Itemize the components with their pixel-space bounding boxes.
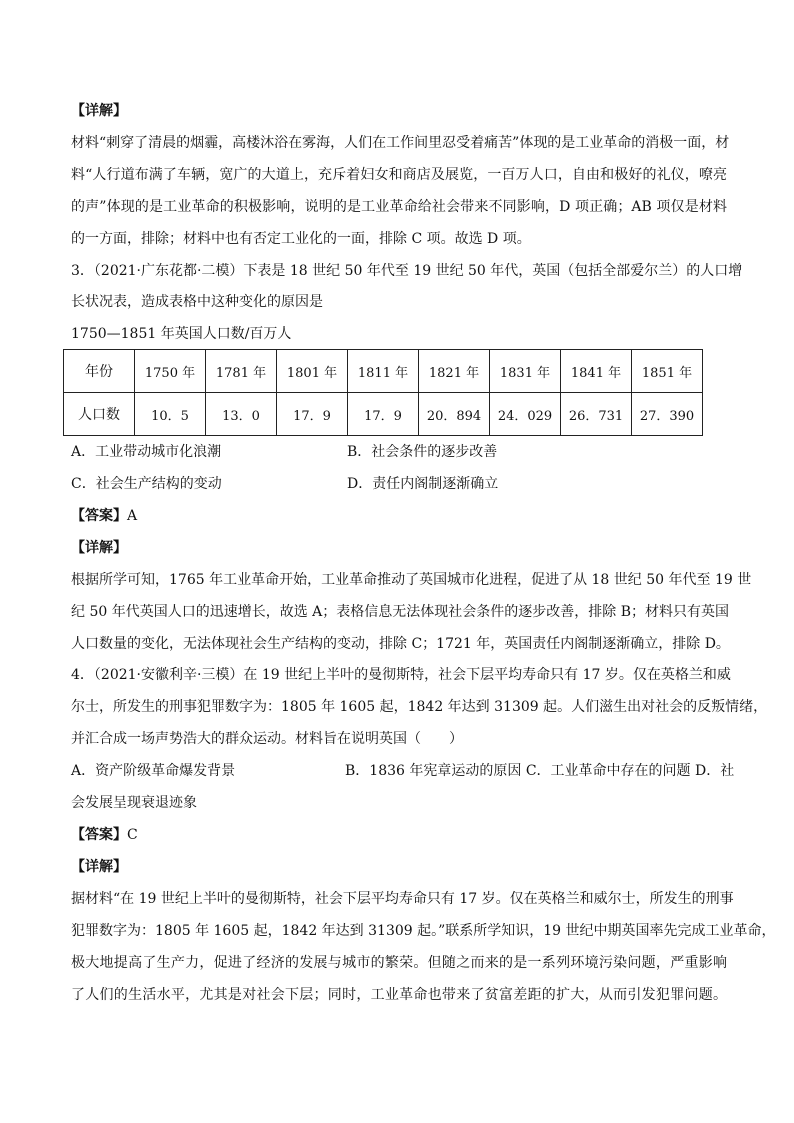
q3-option-c: C．社会生产结构的变动 <box>71 476 222 492</box>
q2-explain-line-2: 料“人行道布满了车辆，宽广的大道上，充斥着妇女和商店及展览，一百万人口，自由和极好的礼仪，嘹亮 <box>71 167 727 183</box>
q4-explain-line-2: 犯罪数字为：1805 年 1605 起，1842 年达到 31309 起。”联系所学知识，19 世纪中期英国率先完成工业革命， <box>71 923 776 939</box>
q4-explain-line-3: 极大地提高了生产力，促进了经济的发展与城市的繁荣。但随之而来的是一系列环境污染问题，严重影响 <box>71 955 727 971</box>
population-table <box>63 349 703 436</box>
table-cell-year: 1841 年 <box>561 350 632 393</box>
q2-explain-label: 【详解】 <box>71 103 127 119</box>
table-cell-year: 1831 年 <box>490 350 561 393</box>
table-cell-population: 17．9 <box>277 393 348 436</box>
table-cell-year: 1750 年 <box>135 350 206 393</box>
table-cell-year: 1821 年 <box>419 350 490 393</box>
q4-stem-line-1: 4．（2021·安徽利辛·三模）在 19 世纪上半叶的曼彻斯特，社会下层平均寿命只有 17 岁。仅在英格兰和威 <box>71 667 731 683</box>
q3-option-a: A．工业带动城市化浪潮 <box>71 444 222 460</box>
q3-answer-value: A <box>127 508 138 524</box>
q3-explain-line-2: 纪 50 年代英国人口的迅速增长，故选 A；表格信息无法体现社会条件的逐步改善，排除 B；材料只有英国 <box>71 604 730 620</box>
q2-explain-line-3: 的声”体现的是工业革命的积极影响，说明的是工业革命给社会带来不同影响，D 项正确；AB 项仅是材料 <box>71 199 727 215</box>
table-cell-population: 10．5 <box>135 393 206 436</box>
table-cell-population: 26．731 <box>561 393 632 436</box>
table-cell-year: 1801 年 <box>277 350 348 393</box>
q2-explain-line-1: 材料“刺穿了清晨的烟霾，高楼沐浴在雾海，人们在工作间里忍受着痛苦”体现的是工业革命的消极一面，材 <box>71 135 730 151</box>
q3-explain-label: 【详解】 <box>71 540 127 556</box>
q3-answer-label: 【答案】 <box>71 508 127 524</box>
table-header-year: 年份 <box>64 350 135 393</box>
table-cell-population: 27．390 <box>632 393 703 436</box>
q4-explain-label: 【详解】 <box>71 859 127 875</box>
q4-explain-line-4: 了人们的生活水平，尤其是对社会下层；同时，工业革命也带来了贫富差距的扩大，从而引发犯罪问题。 <box>71 987 727 1003</box>
q4-stem-line-2: 尔士，所发生的刑事犯罪数字为：1805 年 1605 起，1842 年达到 31309 起。人们滋生出对社会的反叛情绪， <box>71 699 768 715</box>
table-cell-year: 1811 年 <box>348 350 419 393</box>
table-cell-population: 20．894 <box>419 393 490 436</box>
table-cell-year: 1781 年 <box>206 350 277 393</box>
table-row-population <box>64 393 703 436</box>
table-cell-population: 17．9 <box>348 393 419 436</box>
q4-answer-label: 【答案】 <box>71 827 127 843</box>
q3-answer <box>71 506 727 526</box>
q4-explain-line-1: 据材料“在 19 世纪上半叶的曼彻斯特，社会下层平均寿命只有 17 岁。仅在英格兰和威尔士，所发生的刑事 <box>71 891 734 907</box>
q4-option-continuation: 会发展呈现衰退迹象 <box>71 795 197 811</box>
q3-explain-line-3: 人口数量的变化，无法体现社会生产结构的变动，排除 C；1721 年，英国责任内阁制逐渐确立，排除 D。 <box>71 636 730 652</box>
q3-option-b: B．社会条件的逐步改善 <box>347 444 498 460</box>
q3-stem-line-1: 3．（2021·广东花都·二模）下表是 18 世纪 50 年代至 19 世纪 50 年代，英国（包括全部爱尔兰）的人口增 <box>71 263 743 279</box>
q3-option-d: D．责任内阁制逐渐确立 <box>347 476 499 492</box>
q4-answer-value: C <box>127 827 138 843</box>
table-cell-population: 13．0 <box>206 393 277 436</box>
q3-table-title: 1750—1851 年英国人口数/百万人 <box>71 326 292 342</box>
q4-option-a: A．资产阶级革命爆发背景 <box>71 763 236 779</box>
q3-explain-line-1: 根据所学可知，1765 年工业革命开始，工业革命推动了英国城市化进程，促进了从 18 世纪 50 年代至 19 世 <box>71 572 752 588</box>
q4-option-bcd: B．1836 年宪章运动的原因 C．工业革命中存在的问题 D．社 <box>345 763 735 779</box>
table-row-years <box>64 350 703 393</box>
q2-explain-line-4: 的一方面，排除；材料中也有否定工业化的一面，排除 C 项。故选 D 项。 <box>71 231 531 247</box>
table-cell-year: 1851 年 <box>632 350 703 393</box>
table-cell-population: 24．029 <box>490 393 561 436</box>
q4-stem-line-3: 并汇合成一场声势浩大的群众运动。材料旨在说明英国（ ） <box>71 731 463 747</box>
q3-stem-line-2: 长状况表，造成表格中这种变化的原因是 <box>71 294 323 310</box>
table-header-population: 人口数 <box>64 393 135 436</box>
q4-answer <box>71 825 727 845</box>
